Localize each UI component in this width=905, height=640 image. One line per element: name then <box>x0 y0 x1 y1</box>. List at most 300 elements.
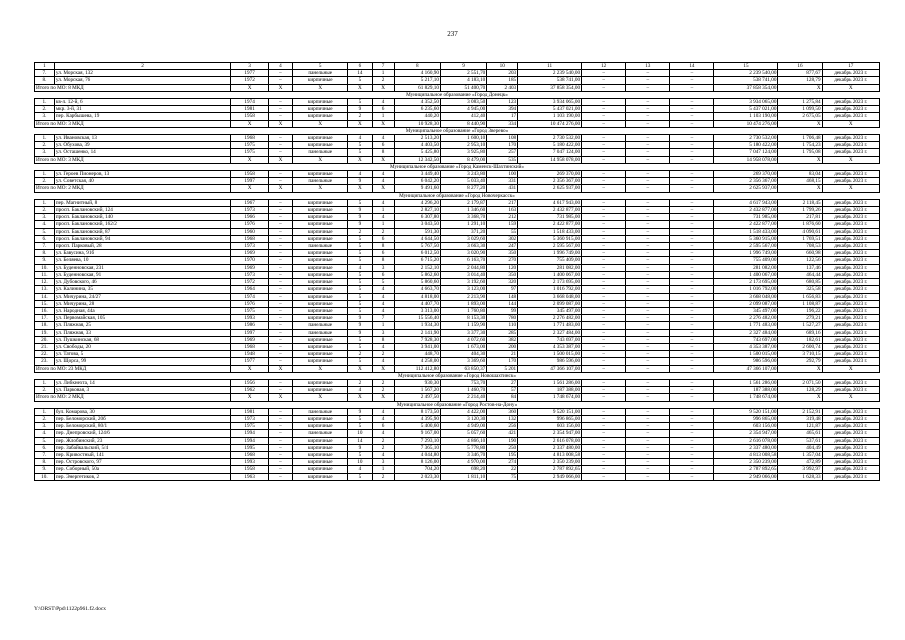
table-cell: – <box>670 423 714 430</box>
table-cell: 55 <box>487 228 518 235</box>
table-cell: – <box>268 336 292 343</box>
table-row <box>35 387 880 394</box>
table-cell: 1 628,33 <box>778 473 822 480</box>
table-cell: 5 <box>348 423 372 430</box>
table-cell: 5 <box>348 142 372 149</box>
total-cell: 10 928,30 <box>394 120 440 127</box>
table-cell: 1960 <box>231 228 269 235</box>
table-cell: 698,20 <box>440 466 486 473</box>
table-cell: кирпичные <box>293 293 348 300</box>
table-cell: – <box>670 322 714 329</box>
table-cell: 996 865,00 <box>518 415 582 422</box>
table-cell: 743 697,00 <box>518 336 582 343</box>
table-cell: 137,46 <box>778 264 822 271</box>
table-cell: 6 <box>372 142 394 149</box>
table-cell: – <box>670 106 714 113</box>
total-cell: X <box>293 185 348 192</box>
total-cell: X <box>822 84 879 91</box>
table-cell: 4 617 943,00 <box>518 199 582 206</box>
table-cell: 2 <box>372 77 394 84</box>
table-cell: 3 029,60 <box>440 235 486 242</box>
table-cell: пер. Забайкальский, 5/4 <box>54 444 231 451</box>
table-cell: 4 296,20 <box>394 199 440 206</box>
table-cell: 170 <box>487 142 518 149</box>
table-cell: 8. <box>35 459 55 466</box>
table-row <box>35 70 880 77</box>
total-cell: – <box>582 365 626 372</box>
table-cell: декабрь 2023 г. <box>822 379 879 386</box>
total-cell: X <box>822 185 879 192</box>
total-cell: 61 829,10 <box>394 84 440 91</box>
table-cell: 4 <box>372 293 394 300</box>
table-cell: – <box>268 149 292 156</box>
table-cell: 5 <box>348 271 372 278</box>
table-cell: 7 365,10 <box>394 444 440 451</box>
total-cell: X <box>268 394 292 401</box>
table-cell: 2 953,10 <box>440 142 486 149</box>
table-cell: 5 400,60 <box>394 423 440 430</box>
table-cell: кирпичные <box>293 300 348 307</box>
table-cell: 1958 <box>231 171 269 178</box>
table-cell: 1 103 190,00 <box>714 113 778 120</box>
table-cell: 2 152,10 <box>394 264 440 271</box>
table-cell: 2 173 695,00 <box>714 279 778 286</box>
table-cell: – <box>670 329 714 336</box>
table-cell: 285 <box>487 329 518 336</box>
table-cell: – <box>626 221 670 228</box>
total-cell: 2 403 <box>487 84 518 91</box>
table-cell: 1993 <box>231 459 269 466</box>
table-cell: 689,16 <box>778 329 822 336</box>
total-cell: – <box>670 185 714 192</box>
table-cell: 3 449,40 <box>394 171 440 178</box>
total-cell: X <box>822 394 879 401</box>
table-row <box>35 106 880 113</box>
table-cell: – <box>670 214 714 221</box>
table-cell: 2 337 480,00 <box>714 444 778 451</box>
table-cell: 5 <box>348 473 372 480</box>
table-cell: просп. Баклановский, 124 <box>54 207 231 214</box>
table-cell: – <box>582 221 626 228</box>
table-cell: кирпичные <box>293 279 348 286</box>
municipality-title: Муниципальное образование «Город Зверево» <box>35 127 880 134</box>
table-cell: 3 663,30 <box>440 243 486 250</box>
total-cell: X <box>778 84 822 91</box>
table-cell: 4 <box>372 286 394 293</box>
table-cell: 128,79 <box>778 77 822 84</box>
table-cell: – <box>670 466 714 473</box>
table-cell: 331 <box>487 178 518 185</box>
table-cell: декабрь 2023 г. <box>822 113 879 120</box>
table-cell: 14. <box>35 293 55 300</box>
table-row <box>35 473 880 480</box>
total-cell: – <box>582 394 626 401</box>
table-cell: 1973 <box>231 207 269 214</box>
table-cell: – <box>626 257 670 264</box>
total-cell: 112 412,80 <box>394 365 440 372</box>
table-cell: 5 <box>348 243 372 250</box>
table-cell: просп. Баклановский, 140 <box>54 214 231 221</box>
table-cell: 9 <box>348 106 372 113</box>
table-cell: 4 <box>348 135 372 142</box>
table-cell: 5 217,10 <box>394 77 440 84</box>
table-row <box>35 142 880 149</box>
table-cell: декабрь 2023 г. <box>822 199 879 206</box>
table-cell: 1 108,87 <box>778 300 822 307</box>
table-cell: кирпичные <box>293 466 348 473</box>
table-cell: – <box>582 466 626 473</box>
table-cell: 1 <box>372 70 394 77</box>
table-cell: 538 741,00 <box>518 77 582 84</box>
table-cell: – <box>670 315 714 322</box>
table-cell: 4. <box>35 221 55 228</box>
table-cell: 5 180 422,00 <box>518 142 582 149</box>
table-cell: 2 356 367,00 <box>714 178 778 185</box>
table-row <box>35 113 880 120</box>
table-row <box>35 214 880 221</box>
table-cell: 9 <box>348 214 372 221</box>
table-cell: 780 <box>487 315 518 322</box>
table-cell: – <box>268 459 292 466</box>
table-cell: 4 072,60 <box>440 336 486 343</box>
table-cell: 163 <box>487 207 518 214</box>
table-cell: 270 <box>487 257 518 264</box>
table-cell: 1 600,10 <box>440 135 486 142</box>
total-cell: 431 <box>487 185 518 192</box>
table-cell: декабрь 2023 г. <box>822 459 879 466</box>
total-cell: X <box>231 120 269 127</box>
table-cell: 877,67 <box>778 70 822 77</box>
table-cell: – <box>582 235 626 242</box>
total-row <box>35 394 880 401</box>
table-cell: 603 156,00 <box>714 423 778 430</box>
table-cell: 2 276 482,00 <box>714 315 778 322</box>
table-cell: 200 <box>487 343 518 350</box>
table-cell: – <box>582 264 626 271</box>
total-cell: 334 <box>487 120 518 127</box>
table-cell: 5 767,50 <box>394 243 440 250</box>
table-row <box>35 307 880 314</box>
municipality-title: Муниципальное образование «Город Новошахтинск» <box>35 372 880 379</box>
total-cell: X <box>348 84 372 91</box>
total-cell: X <box>293 394 348 401</box>
table-cell: – <box>268 387 292 394</box>
table-cell: 6 <box>372 106 394 113</box>
table-cell: 4 <box>348 264 372 271</box>
table-cell: – <box>582 286 626 293</box>
table-cell: 2 616 078,00 <box>714 437 778 444</box>
table-cell: декабрь 2023 г. <box>822 228 879 235</box>
table-cell: пер. Энергетиков, 2 <box>54 473 231 480</box>
table-cell: – <box>626 379 670 386</box>
table-cell: 2 239 540,00 <box>714 70 778 77</box>
table-cell: 1975 <box>231 423 269 430</box>
table-cell: 3 120,30 <box>440 415 486 422</box>
table-cell: 2 152,91 <box>778 408 822 415</box>
total-cell: X <box>372 84 394 91</box>
table-cell: 148 <box>487 293 518 300</box>
total-cell: 535 <box>487 156 518 163</box>
table-cell: декабрь 2023 г. <box>822 250 879 257</box>
table-cell: 8 <box>372 336 394 343</box>
table-cell: – <box>582 351 626 358</box>
table-cell: – <box>670 228 714 235</box>
table-cell: – <box>626 437 670 444</box>
table-cell: 5 <box>348 358 372 365</box>
total-cell: 8 479,00 <box>440 156 486 163</box>
table-cell: – <box>582 207 626 214</box>
table-cell: – <box>626 444 670 451</box>
table-cell: 27 <box>487 379 518 386</box>
table-cell: – <box>626 243 670 250</box>
table-cell: 3 014,40 <box>440 271 486 278</box>
table-cell: – <box>582 336 626 343</box>
table-cell: 4 <box>372 214 394 221</box>
table-cell: 1 <box>372 466 394 473</box>
column-number: 6 <box>348 63 372 70</box>
total-label: Итого по МО: 23 МКД <box>35 365 231 372</box>
table-cell: 123 <box>487 99 518 106</box>
total-cell: – <box>626 185 670 192</box>
table-cell: 2 787 892,65 <box>518 466 582 473</box>
table-cell: 2. <box>35 142 55 149</box>
table-cell: 4 <box>372 415 394 422</box>
table-cell: 1 795,08 <box>778 149 822 156</box>
table-cell: 5 <box>348 149 372 156</box>
total-cell: – <box>582 84 626 91</box>
table-row <box>35 149 880 156</box>
table-cell: 1 016 792,00 <box>518 286 582 293</box>
table-cell: – <box>268 408 292 415</box>
table-cell: 9. <box>35 466 55 473</box>
table-cell: – <box>626 77 670 84</box>
table-cell: 256 <box>487 423 518 430</box>
table-cell: – <box>626 459 670 466</box>
table-cell: – <box>582 329 626 336</box>
table-cell: 5 <box>348 99 372 106</box>
table-cell: – <box>268 351 292 358</box>
table-row <box>35 466 880 473</box>
table-cell: 4 <box>348 171 372 178</box>
table-cell: 15 556,40 <box>394 315 440 322</box>
column-number: 12 <box>582 63 626 70</box>
total-cell: X <box>293 156 348 163</box>
table-cell: – <box>626 322 670 329</box>
table-cell: 731 985,00 <box>518 214 582 221</box>
table-cell: декабрь 2023 г. <box>822 437 879 444</box>
total-cell: X <box>348 120 372 127</box>
table-cell: 120 <box>487 264 518 271</box>
table-row <box>35 221 880 228</box>
table-row <box>35 235 880 242</box>
table-cell: 1969 <box>231 250 269 257</box>
table-cell: 5 <box>348 279 372 286</box>
table-cell: 196,22 <box>778 307 822 314</box>
table-cell: 3 020,90 <box>440 250 486 257</box>
table-cell: 3 123,00 <box>440 286 486 293</box>
table-cell: – <box>268 430 292 437</box>
table-cell: – <box>670 207 714 214</box>
table-cell: кирпичные <box>293 379 348 386</box>
table-cell: 1 103 190,00 <box>518 113 582 120</box>
table-cell: 1 <box>372 113 394 120</box>
table-cell: – <box>670 235 714 242</box>
table-cell: 6 235,60 <box>394 106 440 113</box>
table-cell: 2 <box>372 228 394 235</box>
total-cell: X <box>348 156 372 163</box>
table-cell: декабрь 2023 г. <box>822 214 879 221</box>
table-row <box>35 415 880 422</box>
table-cell: декабрь 2023 г. <box>822 451 879 458</box>
table-cell: кирпичные <box>293 257 348 264</box>
total-cell: X <box>268 84 292 91</box>
table-cell: просп. Баклановский, 162/2 <box>54 221 231 228</box>
table-cell: панельные <box>293 408 348 415</box>
table-cell: – <box>268 315 292 322</box>
table-cell: – <box>670 250 714 257</box>
column-number: 5 <box>293 63 348 70</box>
table-cell: 1 996 749,00 <box>518 250 582 257</box>
table-cell: 4 617 943,00 <box>714 199 778 206</box>
table-cell: кирпичные <box>293 99 348 106</box>
table-cell: 3. <box>35 113 55 120</box>
table-cell: 1 771 483,00 <box>714 322 778 329</box>
table-row <box>35 228 880 235</box>
table-cell: – <box>626 271 670 278</box>
total-cell: 51 400,70 <box>440 84 486 91</box>
table-cell: 2 432 877,00 <box>518 207 582 214</box>
table-cell: 121,87 <box>778 423 822 430</box>
table-cell: 1997 <box>231 329 269 336</box>
table-cell: 4. <box>35 430 55 437</box>
table-cell: декабрь 2023 г. <box>822 444 879 451</box>
table-cell: – <box>582 228 626 235</box>
table-cell: 1 <box>372 207 394 214</box>
table-cell: 3 668 048,00 <box>714 293 778 300</box>
table-cell: – <box>268 307 292 314</box>
table-cell: 2 350 239,00 <box>714 459 778 466</box>
table-cell: 5 860,60 <box>394 279 440 286</box>
table-cell: – <box>626 235 670 242</box>
total-cell: X <box>778 120 822 127</box>
table-cell: 4 818,00 <box>394 293 440 300</box>
table-cell: 14 <box>348 70 372 77</box>
table-cell: 22 <box>487 466 518 473</box>
table-cell: – <box>626 387 670 394</box>
table-cell: панельные <box>293 329 348 336</box>
table-cell: – <box>626 135 670 142</box>
table-cell: 4 395,90 <box>394 415 440 422</box>
table-cell: 360 <box>487 408 518 415</box>
table-cell: – <box>582 99 626 106</box>
table-cell: – <box>670 379 714 386</box>
table-cell: – <box>268 207 292 214</box>
table-cell: 2 949 066,00 <box>714 473 778 480</box>
table-cell: – <box>626 300 670 307</box>
table-row <box>35 135 880 142</box>
table-cell: 9 <box>348 444 372 451</box>
table-cell: – <box>670 264 714 271</box>
table-cell: мкр. 3-й, 31 <box>54 106 231 113</box>
table-cell: 100 <box>487 171 518 178</box>
table-cell: 21 <box>487 351 518 358</box>
table-cell: ул. Дубовского, 46 <box>54 279 231 286</box>
table-cell: 4 422,00 <box>440 408 486 415</box>
table-cell: – <box>268 70 292 77</box>
total-cell: 47 366 107,00 <box>518 365 582 372</box>
table-cell: 21. <box>35 343 55 350</box>
table-cell: – <box>626 286 670 293</box>
total-cell: X <box>293 84 348 91</box>
table-cell: 3. <box>35 149 55 156</box>
table-cell: ул. Первомайская, 105 <box>54 315 231 322</box>
table-cell: декабрь 2023 г. <box>822 221 879 228</box>
table-cell: 1969 <box>231 264 269 271</box>
table-cell: 22. <box>35 351 55 358</box>
table-cell: 1. <box>35 379 55 386</box>
total-cell: X <box>372 156 394 163</box>
table-cell: – <box>268 279 292 286</box>
table-cell: – <box>582 243 626 250</box>
table-cell: 9 <box>348 315 372 322</box>
table-cell: 2 099 087,00 <box>714 300 778 307</box>
table-cell: – <box>268 135 292 142</box>
total-cell: X <box>372 394 394 401</box>
table-cell: кирпичные <box>293 235 348 242</box>
table-cell: 2 730 532,00 <box>714 135 778 142</box>
table-cell: 9 <box>348 221 372 228</box>
table-cell: – <box>268 77 292 84</box>
table-cell: 16. <box>35 307 55 314</box>
municipality-title: Муниципальное образование «Город Донецк» <box>35 91 880 98</box>
table-cell: – <box>582 451 626 458</box>
table-cell: 10 <box>348 430 372 437</box>
table-cell: – <box>268 106 292 113</box>
table-cell: кирпичные <box>293 199 348 206</box>
total-cell: 8 277,20 <box>440 185 486 192</box>
table-cell: кирпичные <box>293 415 348 422</box>
table-cell: 1966 <box>231 214 269 221</box>
table-cell: 350 <box>487 250 518 257</box>
table-cell: 1948 <box>231 351 269 358</box>
table-cell: декабрь 2023 г. <box>822 293 879 300</box>
table-cell: декабрь 2023 г. <box>822 178 879 185</box>
table-cell: 1981 <box>231 408 269 415</box>
table-cell: 4 813 008,58 <box>518 451 582 458</box>
total-cell: – <box>626 156 670 163</box>
table-cell: декабрь 2023 г. <box>822 315 879 322</box>
total-cell: – <box>670 394 714 401</box>
table-cell: 3 710,15 <box>778 351 822 358</box>
table-cell: декабрь 2023 г. <box>822 408 879 415</box>
table-cell: декабрь 2023 г. <box>822 135 879 142</box>
table-cell: 4 866,10 <box>440 437 486 444</box>
table-cell: 1 769,51 <box>778 235 822 242</box>
total-cell: 8 440,90 <box>440 120 486 127</box>
table-cell: – <box>582 322 626 329</box>
total-cell: 1 748 674,00 <box>714 394 778 401</box>
table-cell: 412,40 <box>440 113 486 120</box>
table-cell: 7. <box>35 451 55 458</box>
table-cell: 4 <box>348 387 372 394</box>
table-cell: 1970 <box>231 257 269 264</box>
table-cell: 448,70 <box>394 351 440 358</box>
table-cell: – <box>268 199 292 206</box>
table-cell: 2 551,70 <box>440 70 486 77</box>
table-cell: 5 <box>348 343 372 350</box>
column-number: 3 <box>231 63 269 70</box>
table-cell: – <box>670 415 714 422</box>
